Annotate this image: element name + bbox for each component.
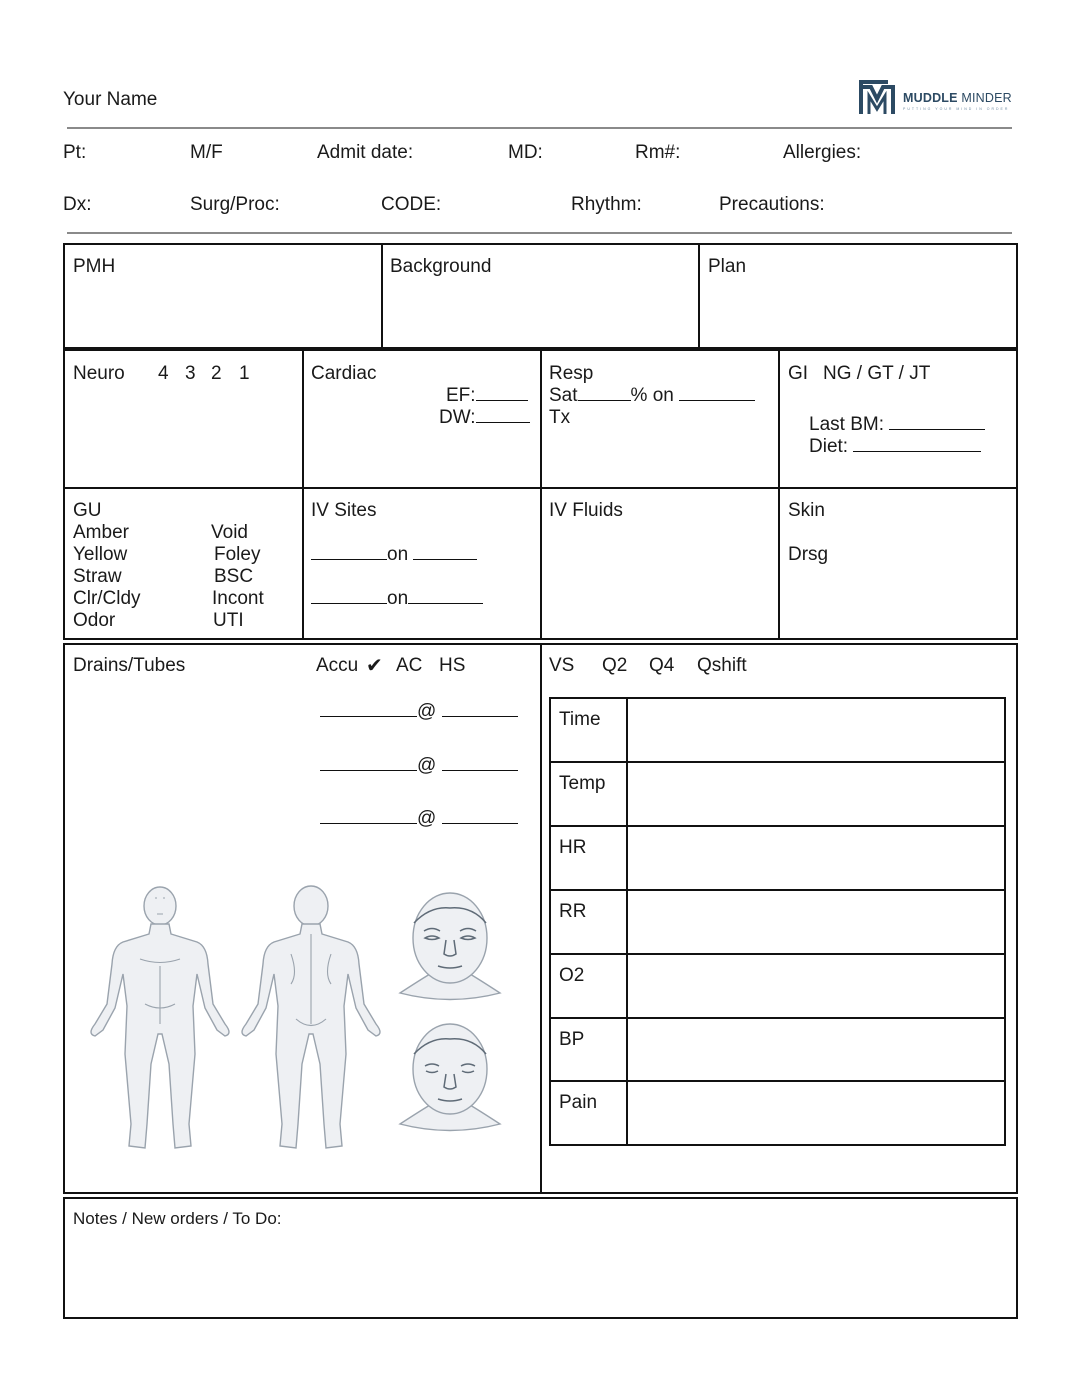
hs-label: HS [439, 655, 466, 676]
cardiac-title: Cardiac [311, 363, 377, 384]
drsg-label: Drsg [788, 544, 829, 565]
notes-title: Notes / New orders / To Do: [73, 1209, 282, 1228]
gu-color-straw: Straw [73, 566, 122, 587]
skin-title: Skin [788, 500, 825, 521]
allergies-label: Allergies: [783, 142, 862, 163]
muddle-minder-logo [858, 79, 1018, 119]
neuro-title: Neuro [73, 363, 125, 384]
vs-row-bp[interactable]: BP [551, 1017, 1004, 1081]
gi-tube-options: NG / GT / JT [823, 363, 931, 384]
dw-field[interactable]: DW: [439, 407, 530, 429]
accu-label: Accu [316, 655, 359, 676]
logo-brand-bold: MUDDLE [903, 91, 958, 105]
mf-label: M/F [190, 142, 223, 163]
tx-label: Tx [549, 407, 571, 428]
vs-row-pain[interactable]: Pain [551, 1080, 1004, 1144]
gu-bsc: BSC [214, 566, 254, 587]
neuro-score-4: 4 [158, 363, 169, 384]
pt-label: Pt: [63, 142, 87, 163]
ac-label: AC [396, 655, 423, 676]
logo-mark-icon [858, 79, 896, 117]
face-open-eyes-diagram[interactable] [390, 888, 510, 1008]
resp-title: Resp [549, 363, 594, 384]
accu-entry-3[interactable]: @ [320, 808, 518, 830]
md-label: MD: [508, 142, 543, 163]
accu-entry-2[interactable]: @ [320, 755, 518, 777]
body-front-diagram[interactable] [85, 884, 235, 1154]
gu-foley: Foley [214, 544, 261, 565]
neuro-score-1: 1 [239, 363, 250, 384]
vs-row-hr[interactable]: HR [551, 825, 1004, 889]
iv-site-1-field[interactable]: on [311, 544, 477, 566]
vs-title: VS [549, 655, 575, 676]
gu-title: GU [73, 500, 102, 521]
dx-label: Dx: [63, 194, 92, 215]
room-label: Rm#: [635, 142, 681, 163]
face-closed-eyes-diagram[interactable] [390, 1019, 510, 1139]
background-label: Background [390, 256, 492, 277]
gu-color-amber: Amber [73, 522, 129, 543]
plan-label: Plan [708, 256, 747, 277]
drains-tubes-title: Drains/Tubes [73, 655, 186, 676]
vs-q4-option: Q4 [649, 655, 675, 676]
patient-divider [67, 232, 1012, 234]
body-back-diagram[interactable] [236, 884, 386, 1154]
gi-title: GI [788, 363, 809, 384]
iv-site-2-field[interactable]: on [311, 588, 483, 610]
iv-sites-title: IV Sites [311, 500, 377, 521]
header-divider [67, 127, 1012, 129]
pmh-label: PMH [73, 256, 116, 277]
vs-row-temp[interactable]: Temp [551, 761, 1004, 825]
code-label: CODE: [381, 194, 442, 215]
accu-entry-1[interactable]: @ [320, 701, 518, 723]
history-section [63, 243, 1018, 349]
gu-odor: Odor [73, 610, 116, 631]
iv-fluids-title: IV Fluids [549, 500, 623, 521]
vs-row-rr[interactable]: RR [551, 889, 1004, 953]
diet-field[interactable]: Diet: [809, 436, 981, 458]
accu-checkmark-icon: ✔ [366, 655, 383, 677]
vs-qshift-option: Qshift [697, 655, 747, 676]
ef-field[interactable]: EF: [446, 385, 528, 407]
admit-date-label: Admit date: [317, 142, 414, 163]
gu-incont: Incont [212, 588, 264, 609]
sat-field[interactable]: Sat % on [549, 385, 755, 407]
precautions-label: Precautions: [719, 194, 825, 215]
vs-row-o2[interactable]: O2 [551, 953, 1004, 1017]
vital-signs-table [549, 697, 1006, 1146]
vs-row-time[interactable]: Time [551, 699, 1004, 763]
your-name-label: Your Name [63, 89, 158, 110]
last-bm-field[interactable]: Last BM: [809, 414, 985, 436]
neuro-score-3: 3 [185, 363, 196, 384]
vs-q2-option: Q2 [602, 655, 628, 676]
gu-void: Void [211, 522, 248, 543]
gu-color-yellow: Yellow [73, 544, 128, 565]
neuro-score-2: 2 [211, 363, 222, 384]
surg-proc-label: Surg/Proc: [190, 194, 280, 215]
gu-uti: UTI [213, 610, 244, 631]
logo-tagline: PUTTING YOUR MIND IN ORDER [903, 107, 1010, 111]
rhythm-label: Rhythm: [571, 194, 642, 215]
logo-brand-light: MINDER [957, 91, 1012, 105]
gu-color-clr-cldy: Clr/Cldy [73, 588, 141, 609]
